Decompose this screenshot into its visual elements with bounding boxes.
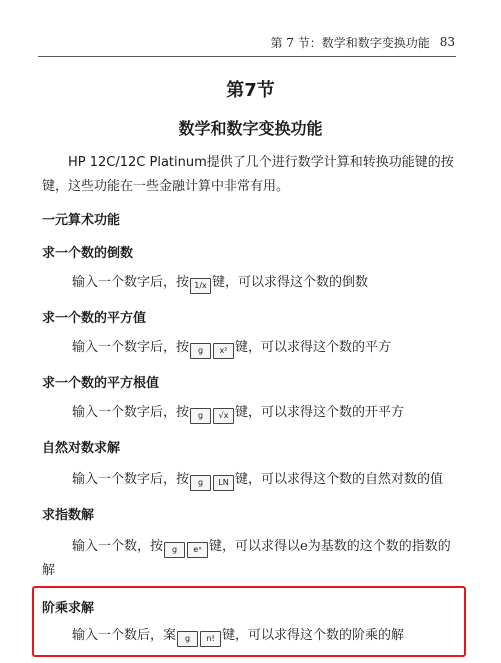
reciprocal-pre: 输入一个数字后，按 <box>72 275 190 290</box>
ln-pre: 输入一个数字后，按 <box>72 472 190 487</box>
calculator-model: HP 12C/12C Platinum <box>68 155 207 170</box>
exp-key: eˣ <box>187 542 208 558</box>
g-shift-key: g <box>190 475 211 491</box>
sqrt-key: √x <box>213 408 234 424</box>
sqrt-heading: 求一个数的平方根值 <box>42 376 160 391</box>
factorial-paragraph <box>42 624 460 648</box>
exp-post: 键，可以求得以e为基数的这个数的指数的解 <box>42 539 451 578</box>
running-header <box>0 34 455 50</box>
square-key: x² <box>213 343 234 359</box>
reciprocal-post: 键，可以求得这个数的倒数 <box>212 275 369 290</box>
exp-heading: 求指数解 <box>42 508 95 523</box>
header-rule <box>38 56 456 57</box>
g-shift-key: g <box>190 343 211 359</box>
reciprocal-key: 1/x <box>190 278 211 294</box>
page-number: 83 <box>439 35 455 49</box>
ln-heading: 自然对数求解 <box>42 441 121 456</box>
reciprocal-heading: 求一个数的倒数 <box>42 246 134 261</box>
section-title: 数学和数字变换功能 <box>178 119 323 138</box>
exp-paragraph <box>42 535 460 583</box>
sqrt-paragraph <box>42 401 460 425</box>
chapter-title: 第7节 <box>226 80 275 101</box>
ln-paragraph <box>42 468 460 492</box>
exp-pre: 输入一个数，按 <box>72 539 164 554</box>
factorial-pre: 输入一个数后，案 <box>72 628 177 643</box>
square-paragraph <box>42 336 460 360</box>
reciprocal-paragraph <box>42 271 460 295</box>
square-pre: 输入一个数字后，按 <box>72 340 190 355</box>
square-post: 键，可以求得这个数的平方 <box>235 340 392 355</box>
sqrt-pre: 输入一个数字后，按 <box>72 405 190 420</box>
ln-key: LN <box>213 475 234 491</box>
sqrt-post: 键，可以求得这个数的开平方 <box>235 405 405 420</box>
factorial-key: n! <box>200 631 221 647</box>
g-shift-key: g <box>164 542 185 558</box>
factorial-heading: 阶乘求解 <box>42 601 95 616</box>
factorial-post: 键，可以求得这个数的阶乘的解 <box>222 628 405 643</box>
g-shift-key: g <box>190 408 211 424</box>
g-shift-key: g <box>177 631 198 647</box>
subsection-heading: 一元算术功能 <box>42 213 121 228</box>
square-heading: 求一个数的平方值 <box>42 311 147 326</box>
intro-paragraph <box>42 151 460 199</box>
intro-text: 提供了几个进行数学计算和转换功能键的按键，这些功能在一些金融计算中非常有用。 <box>42 155 454 194</box>
ln-post: 键，可以求得这个数的自然对数的值 <box>235 472 444 487</box>
running-header-section: 第 7 节：数学和数字变换功能 <box>270 35 430 50</box>
